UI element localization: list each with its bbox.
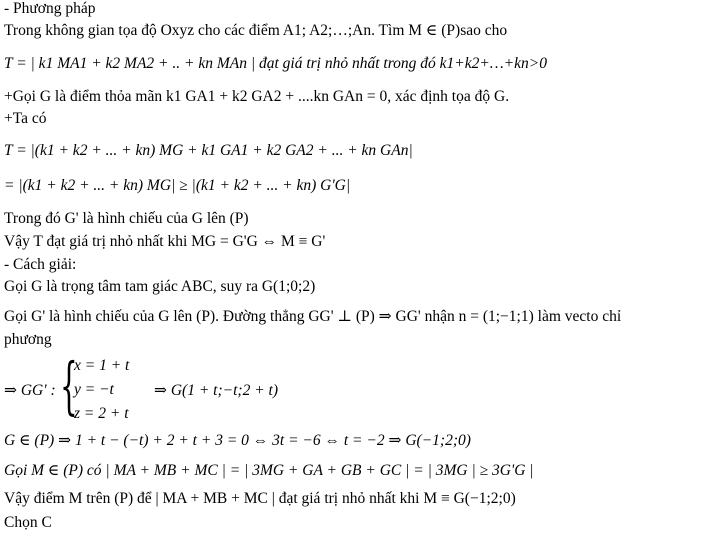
eq-x: x = 1 + t: [74, 357, 130, 374]
problem-statement: Trong không gian tọa độ Oxyz cho các điểm A1; A2;…;An. Tìm M ∈ (P)sao cho: [4, 22, 508, 39]
line-direction-step: Gọi G' là hình chiếu của G lên (P). Đường thẳng GG' ⊥ (P) ⇒ GG' nhận n = (1;−1;1) làm vecto chỉ: [4, 308, 622, 325]
brace-icon: {: [60, 349, 78, 422]
vector-sum-step: Gọi M ∈ (P) có | MA + MB + MC | = | 3MG + GA + GB + GC | = | 3MG | ≥ 3G'G |: [4, 462, 534, 479]
min-condition: Vậy T đạt giá trị nhỏ nhất khi MG = G'G ⇔ M ≡ G': [4, 233, 326, 250]
centroid-step: Gọi G là trọng tâm tam giác ABC, suy ra G(1;0;2): [4, 278, 316, 295]
heading-method: - Phương pháp: [4, 0, 96, 17]
heading-solution: - Cách giải:: [4, 256, 77, 273]
projection-note: Trong đó G' là hình chiếu của G lên (P): [4, 210, 249, 227]
eq-y: y = −t: [74, 381, 114, 398]
formula-T-expanded: T = |(k1 + k2 + ... + kn) MG + k1 GA1 + k2 GA2 + ... + kn GAn|: [4, 142, 413, 159]
param-point: ⇒ G(1 + t;−t;2 + t): [154, 382, 278, 399]
formula-T: T = | k1 MA1 + k2 MA2 + .. + kn MAn | đạt giá trị nhỏ nhất trong đó k1+k2+…+kn>0: [4, 55, 547, 72]
solve-t-step: G ∈ (P) ⇒ 1 + t − (−t) + 2 + t + 3 = 0 ⇔ 3t = −6 ⇔ t = −2 ⇒ G(−1;2;0): [4, 432, 471, 449]
line-direction-continued: phương: [4, 331, 52, 348]
step-we-have: +Ta có: [4, 110, 47, 127]
eq-z: z = 2 + t: [74, 405, 129, 422]
answer-choice: Chọn C: [4, 514, 52, 531]
conclusion: Vậy điểm M trên (P) để | MA + MB + MC | đạt giá trị nhỏ nhất khi M ≡ G(−1;2;0): [4, 490, 516, 507]
step-define-G: +Gọi G là điểm thỏa mãn k1 GA1 + k2 GA2 + ....kn GAn = 0, xác định tọa độ G.: [4, 88, 510, 105]
formula-inequality: = |(k1 + k2 + ... + kn) MG| ≥ |(k1 + k2 + ... + kn) G'G|: [4, 177, 351, 194]
system-label: ⇒ GG' :: [4, 382, 56, 399]
